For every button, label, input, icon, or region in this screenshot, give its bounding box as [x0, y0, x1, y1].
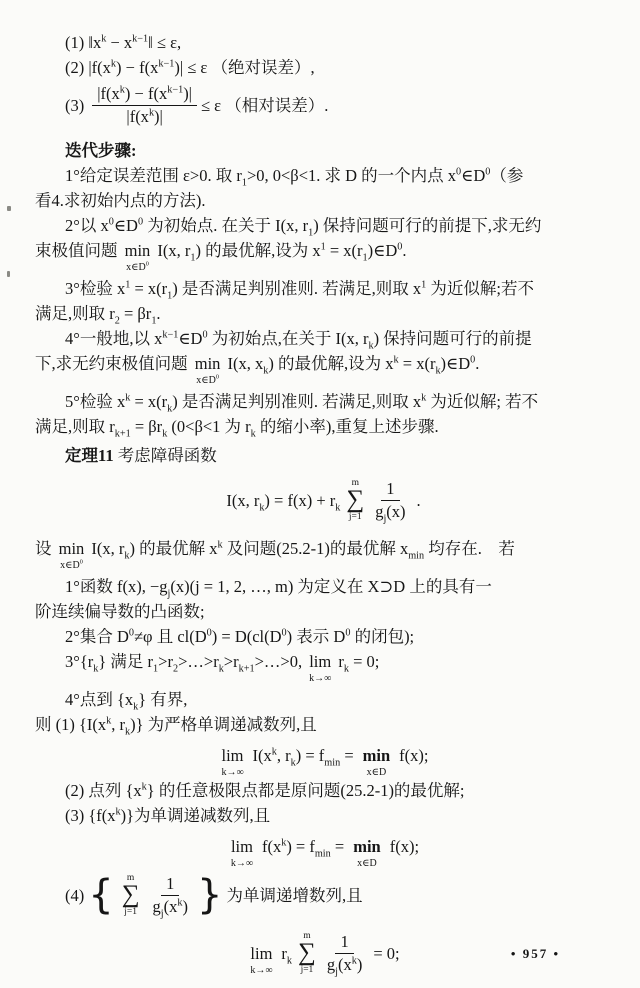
barrier-lhs: I(x, $r_k) = f(x) + r_k$: [226, 490, 341, 513]
fraction-numerator: 1: [161, 874, 179, 896]
sum-upper-limit: m: [351, 478, 359, 488]
result-2: (2) 点列 $\{x^k\}$ 的任意极限点都是原问题(25.2-1)的最优解;: [65, 781, 465, 800]
result-4-text: 为单调递增数列,且: [226, 885, 363, 905]
min-word: min: [353, 837, 381, 856]
steps-heading: 迭代步骤:: [65, 141, 137, 160]
left-brace-icon: {: [88, 872, 114, 918]
right-brace-icon: }: [196, 872, 223, 918]
lim-word: lim: [250, 943, 273, 963]
step-4-line-2-post: I(x, $x_k$) 的最优解,设为 $x^k$ = $x(r_k)\in D^0$.: [227, 354, 480, 377]
lim-subscript: k→∞: [250, 964, 273, 976]
criterion-3-label: (3): [65, 95, 85, 115]
criterion-1: (1) $‖x^k$ − $x^{k-1}‖ \le \varepsilon$,: [65, 33, 182, 52]
lim-operator: [219, 743, 247, 778]
min-subscript: $x\in D^0$: [196, 373, 219, 386]
display-equation-1: [35, 743, 612, 778]
lim-operator: [306, 649, 334, 684]
scan-speck: [7, 271, 10, 277]
min-subscript: $x\in D^0$: [126, 260, 149, 273]
step-5-line-2: 满足,则取 $r_{k+1} = \beta r_k$ (0<β<1 为 $r_k$ 的缩小率),重复上述步骤.: [35, 417, 439, 440]
fraction-numerator: 1: [381, 479, 399, 501]
step-5-line-1: 5°检验 $x^k = x(r_k)$ 是否满足判别准则. 若满足,则取 $x^k$ 为近似解; 若不: [65, 392, 539, 415]
lim-operator: [228, 834, 256, 869]
equation-3-middle: $f(x^k) = f_{min}$ =: [261, 837, 345, 860]
equation-4-fraction: [322, 932, 367, 975]
fraction-denominator: $g_j(x^k)$: [152, 896, 188, 919]
barrier-fraction: [370, 479, 410, 522]
result-4-label: (4): [65, 885, 85, 905]
equation-1-tail: f(x);: [399, 746, 429, 765]
barrier-tail: .: [416, 490, 421, 510]
result-1: 则 (1) {$I(x^k$, $r_k$)} 为严格单调递减数列,且: [35, 715, 317, 738]
condition-3: [35, 649, 612, 684]
theorem-premise: [35, 536, 612, 571]
condition-3-post: $r_k = 0$;: [338, 652, 380, 675]
fraction-denominator: $g_j(x)$: [375, 501, 406, 524]
premise-pre: 设: [35, 539, 52, 558]
scan-speck: [7, 206, 11, 211]
min-word: min: [362, 746, 391, 765]
theorem-intro: 考虑障碍函数: [117, 446, 217, 465]
step-2-line-2: [35, 238, 612, 273]
fraction-numerator: 1: [335, 932, 353, 954]
condition-1-line-1: 1°函数 f(x), $-g_j(x)(j = 1$, 2, …, m) 为定义在 X⊃D 上的具有一: [65, 577, 492, 600]
lim-word: lim: [309, 652, 332, 671]
criterion-3-suffix: ≤ ε （相对误差）.: [201, 95, 329, 115]
sum-upper-limit: m: [126, 873, 135, 883]
min-operator: [122, 238, 154, 273]
step-2-line-2-post: I(x, $r_1$) 的最优解,设为 $x^1$ = $x(r_1)\in D^0$.: [157, 241, 407, 264]
condition-2: 2°集合 $D^0\ne\varphi$ 且 $cl(D^0) = D(cl(D^0)$ 表示 $D^0$ 的闭包);: [65, 627, 415, 646]
min-operator: [56, 536, 88, 571]
min-word: min: [58, 539, 85, 558]
min-operator: [350, 834, 384, 869]
fraction-numerator: $|f(x^k) - f(x^{k-1})|$: [92, 84, 197, 106]
result-3: (3) $\{f(x^k)\}$为单调递减数列,且: [65, 806, 271, 825]
display-equation-3: [35, 834, 612, 869]
equation-4-tail: = 0;: [373, 943, 400, 963]
result-4: [35, 869, 612, 921]
fraction-denominator: $g_j(x^k)$: [326, 954, 363, 977]
summation-symbol: [122, 873, 140, 917]
equation-4-pre: $r_k$: [281, 943, 293, 966]
criterion-2: (2) $|f(x^k) - f(x^{k-1})| \le \varepsilon$ （绝对误差）,: [65, 58, 315, 77]
barrier-function-formula: [35, 474, 612, 526]
step-4-line-2-pre: 下,求无约束极值问题: [35, 354, 188, 373]
lim-operator: [247, 941, 275, 976]
theorem-heading: [35, 443, 612, 468]
step-2-line-2-pre: 束极值问题: [35, 241, 118, 260]
step-4-line-1: 4°一般地,以 $x^{k-1}\in D^0$ 为初始点,在关于 I(x, $r_k$) 保持问题可行的前提: [65, 329, 532, 352]
equation-1-middle: $I(x^k$, $r_k) = f_{min}$ =: [252, 746, 354, 769]
min-subscript: x∈D: [357, 858, 377, 869]
lim-word: lim: [230, 837, 253, 856]
min-word: min: [194, 354, 221, 373]
min-operator: [360, 743, 394, 778]
step-3-line-1: 3°检验 $x^1 = x(r_1)$ 是否满足判别准则. 若满足,则取 $x^1$ 为近似解;若不: [65, 279, 534, 302]
step-3-line-2: 满足,则取 $r_2 = \beta r_1$.: [35, 304, 161, 327]
result-4-fraction: [148, 874, 193, 917]
sigma-icon: ∑: [346, 486, 365, 513]
step-4-line-2: [35, 351, 612, 386]
sum-lower-limit: j=1: [300, 965, 314, 975]
criterion-3-fraction: [92, 84, 197, 127]
step-1-line-2: 看4.求初始内点的方法).: [35, 191, 206, 210]
criterion-3: [35, 80, 612, 130]
min-subscript: $x\in D^0$: [60, 558, 83, 571]
sum-lower-limit: j=1: [348, 512, 362, 522]
lim-subscript: k→∞: [221, 767, 244, 778]
theorem-label: 定理11: [65, 446, 114, 465]
condition-3-pre: $3^\circ\{r_k\}$ 满足 $r_1>r_2>\dots>r_k>r_{k+1}>\dots>0$,: [65, 652, 303, 675]
fraction-denominator: $|f(x^k)|$: [126, 106, 163, 126]
condition-4: 4°点到 $\{x_k\}$ 有界,: [65, 690, 188, 713]
lim-word: lim: [221, 746, 244, 765]
step-1-line-1: 1°给定误差范围 ε>0. 取 $r_1>0$, 0<β<1. 求 D 的一个内点 $x^0\in D^0$（参: [65, 166, 524, 189]
premise-post: I(x, $r_k$) 的最优解 $x^k$ 及问题(25.2-1)的最优解 $x_{min}$ 均存在. 若: [91, 539, 515, 562]
condition-1-line-2: 阶连续偏导数的凸函数;: [35, 602, 205, 621]
equation-3-tail: f(x);: [389, 837, 420, 856]
page-number: • 957 •: [510, 946, 560, 961]
min-operator: [192, 351, 224, 386]
sigma-icon: ∑: [121, 881, 140, 908]
summation-symbol: [346, 478, 364, 522]
summation-symbol: [298, 931, 316, 975]
lim-subscript: k→∞: [230, 858, 254, 869]
min-subscript: x∈D: [366, 767, 387, 778]
sum-upper-limit: m: [303, 931, 311, 941]
min-word: min: [124, 241, 151, 260]
sum-lower-limit: j=1: [124, 907, 137, 917]
lim-subscript: k→∞: [309, 673, 332, 684]
step-2-line-1: 2°以 $x^0\in D^0$ 为初始点. 在关于 I(x, $r_1$) 保持问题可行的前提下,求无约: [65, 216, 542, 239]
sigma-icon: ∑: [298, 939, 316, 966]
